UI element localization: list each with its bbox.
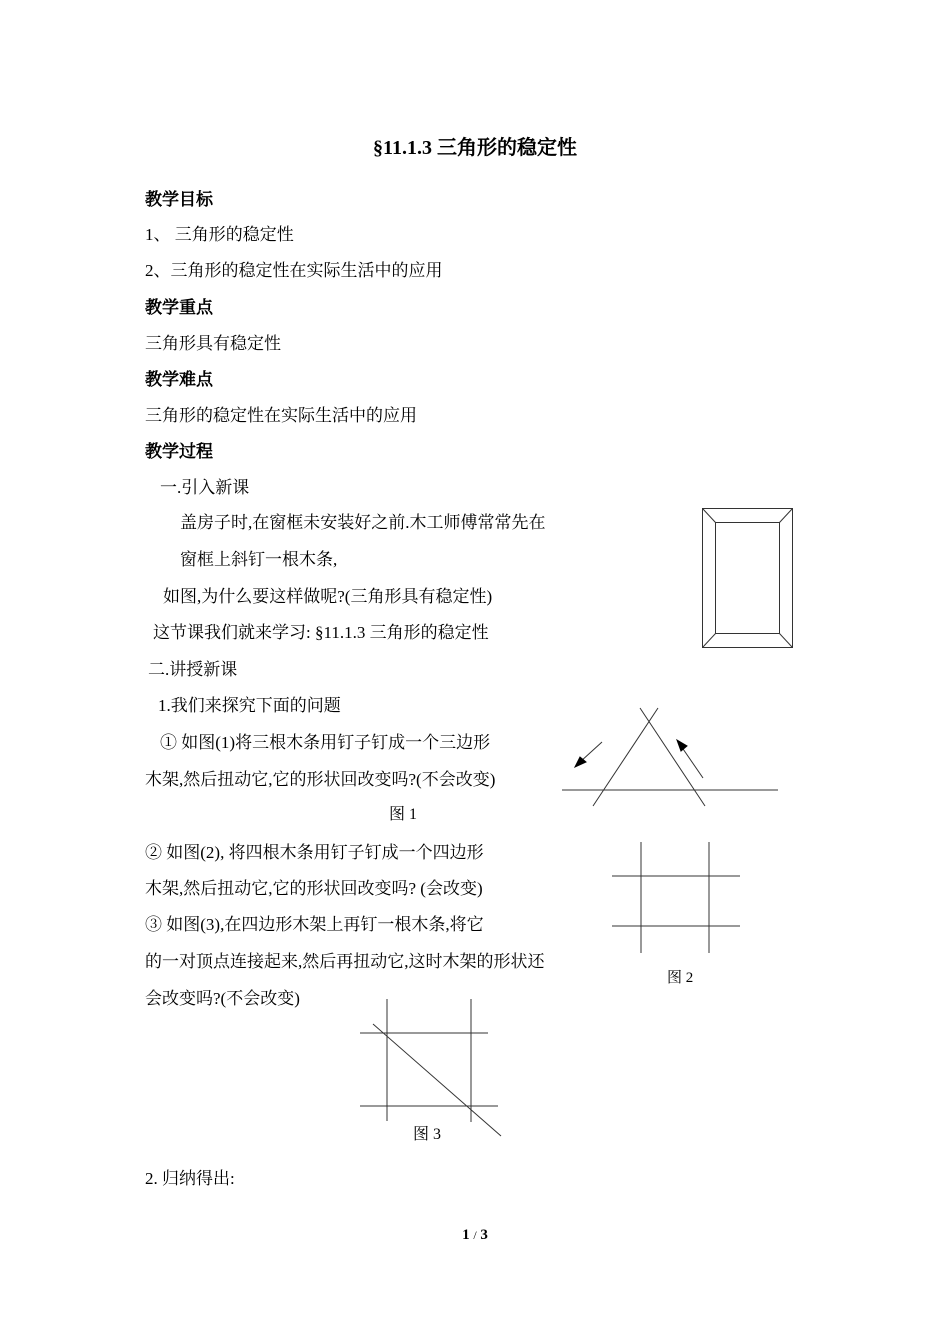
intro-heading: 一.引入新课 (160, 478, 250, 497)
page-total: 3 (480, 1227, 488, 1243)
intro-line-1: 盖房子时,在窗框未安装好之前.木工师傅常常先在 (180, 513, 546, 532)
question-2-line-1: ② 如图(2), 将四根木条用钉子钉成一个四边形 (145, 843, 484, 862)
window-frame-figure (702, 508, 794, 649)
objective-item-1: 1、 三角形的稳定性 (145, 225, 294, 244)
figure-3-braced-quadrilateral (358, 996, 503, 1138)
question-2-line-2: 木架,然后扭动它,它的形状回改变吗? (会改变) (145, 879, 483, 898)
question-3-line-2: 的一对顶点连接起来,然后再扭动它,这时木架的形状还 (145, 952, 545, 971)
process-heading: 教学过程 (145, 442, 213, 461)
question-1-line-2: 木架,然后扭动它,它的形状回改变吗?(不会改变) (145, 770, 496, 789)
question-3-line-3: 会改变吗?(不会改变) (145, 989, 300, 1008)
page-title: §11.1.3 三角形的稳定性 (373, 137, 577, 159)
figure-3-caption: 图 3 (413, 1126, 442, 1143)
figure-1-caption: 图 1 (389, 806, 418, 823)
page-number (0, 1227, 950, 1244)
intro-line-2: 窗框上斜钉一根木条, (180, 550, 338, 569)
key-point-text: 三角形具有稳定性 (145, 334, 281, 353)
figure-2-quadrilateral (610, 840, 742, 955)
page-current: 1 (462, 1227, 470, 1243)
teach-step-1: 1.我们来探究下面的问题 (158, 696, 341, 715)
page-separator: / (473, 1228, 477, 1242)
intro-line-4: 这节课我们就来学习: §11.1.3 三角形的稳定性 (153, 623, 489, 642)
intro-line-3: 如图,为什么要这样做呢?(三角形具有稳定性) (163, 587, 493, 606)
difficulty-heading: 教学难点 (145, 370, 213, 389)
difficulty-text: 三角形的稳定性在实际生活中的应用 (145, 406, 417, 425)
figure-1-triangle (560, 700, 780, 810)
key-point-heading: 教学重点 (145, 298, 213, 317)
teach-step-2: 2. 归纳得出: (145, 1169, 235, 1188)
question-3-line-1: ③ 如图(3),在四边形木架上再钉一根木条,将它 (145, 915, 484, 934)
question-1-line-1: ① 如图(1)将三根木条用钉子钉成一个三边形 (160, 733, 491, 752)
teach-heading: 二.讲授新课 (148, 660, 238, 679)
figure-2-caption: 图 2 (667, 970, 694, 986)
objectives-heading: 教学目标 (145, 190, 213, 209)
objective-item-2: 2、三角形的稳定性在实际生活中的应用 (145, 261, 443, 280)
